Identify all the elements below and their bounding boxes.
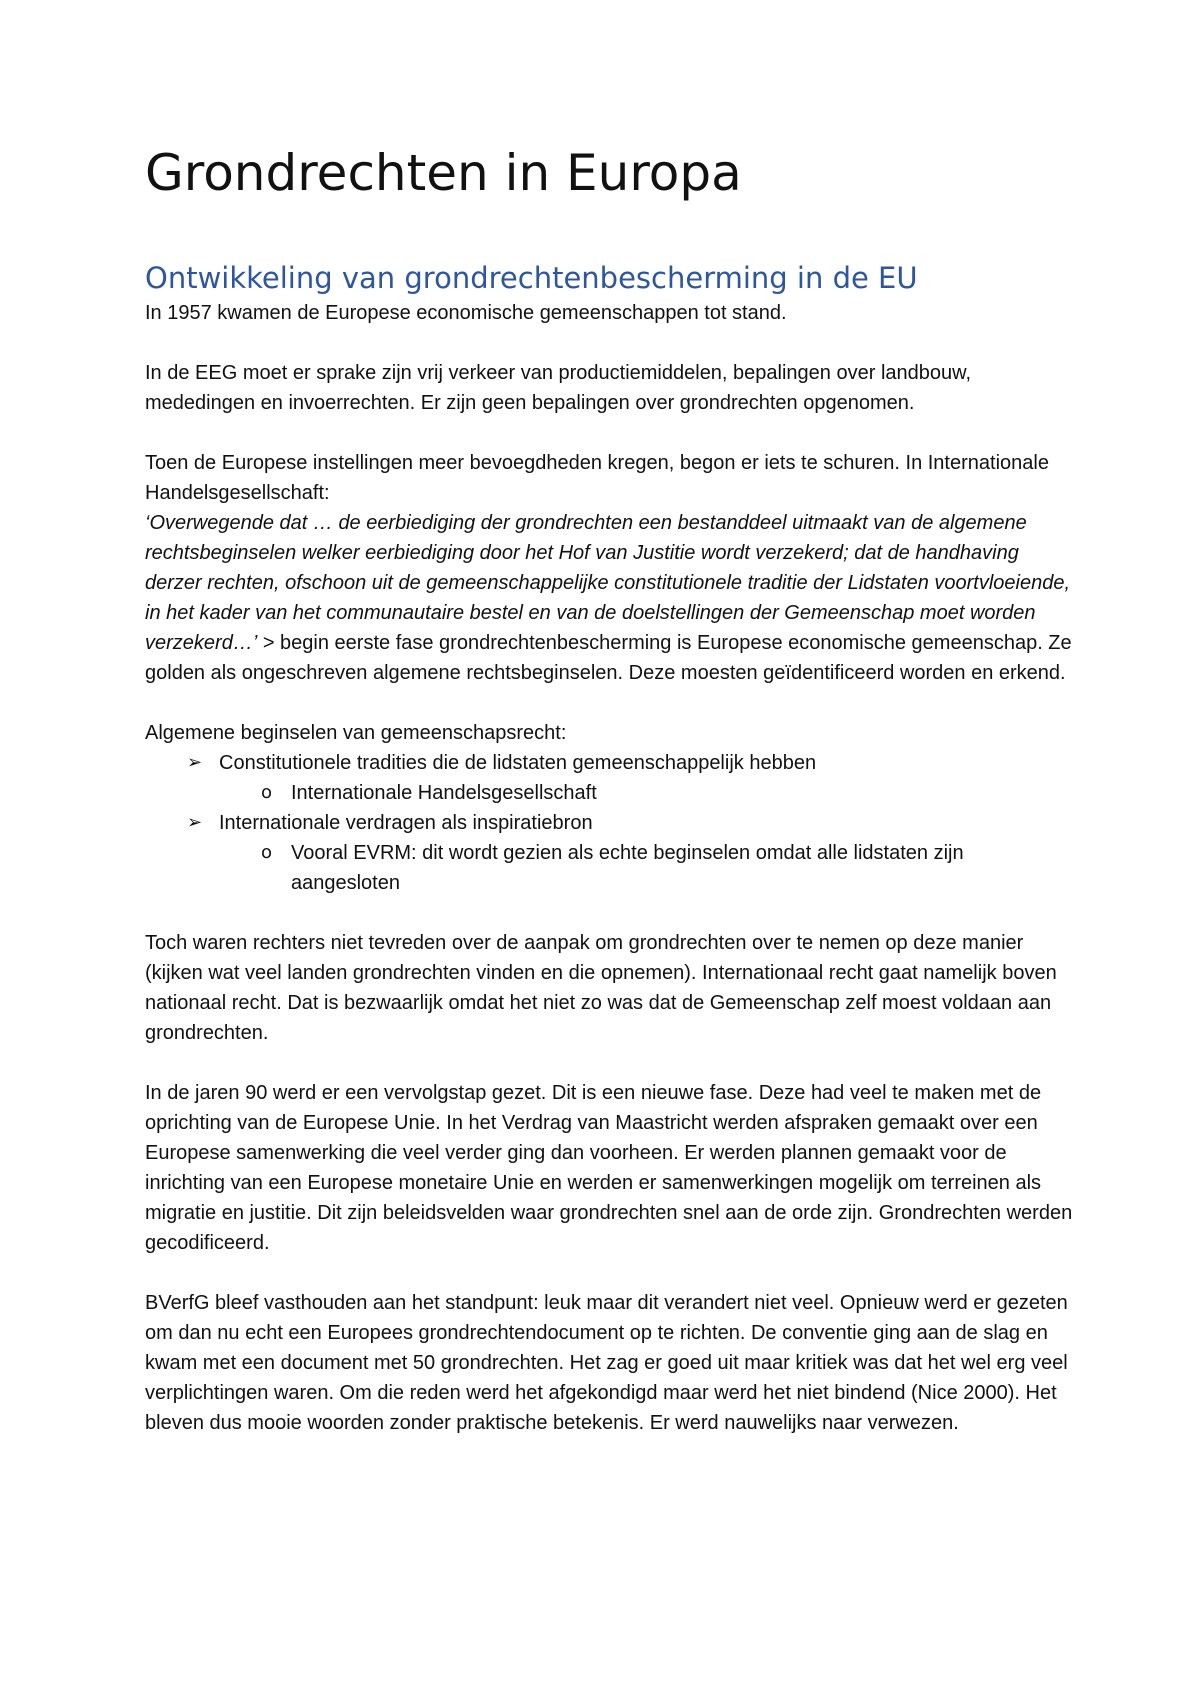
- sub-list-item: [259, 778, 1075, 808]
- circle-bullet-icon: o: [261, 782, 273, 803]
- list-item-text: Constitutionele tradities die de lidstaten gemeenschappelijk hebben: [219, 752, 817, 774]
- paragraph-conclusion-text: > begin eerste fase grondrechtenbescherming is Europese economische gemeenschap. Ze golden als ongeschreven algemene rechtsbeginselen. Deze moesten geïdentificeerd worden en erkend.: [145, 632, 1072, 684]
- sub-list-item-text: Internationale Handelsgesellschaft: [291, 782, 597, 804]
- paragraph-jaren-90: In de jaren 90 werd er een vervolgstap gezet. Dit is een nieuwe fase. Deze had veel te maken met de oprichting van de Europese Unie. In het Verdrag van Maastricht werden afspraken gemaakt over een Europese samenwerking die veel verder ging dan voorheen. Er werden plannen gemaakt voor de inrichting van een Europese monetaire Unie en werden er samenwerkingen mogelijk om terreinen als migratie en justitie. Dit zijn beleidsvelden waar grondrechten snel aan de orde zijn. Grondrechten werden gecodificeerd.: [145, 1082, 1073, 1254]
- document-title: Grondrechten in Europa: [145, 144, 742, 202]
- arrow-bullet-icon: ➢: [187, 812, 203, 833]
- paragraph-eeg: In de EEG moet er sprake zijn vrij verkeer van productiemiddelen, bepalingen over landbouw, mededingen en invoerrechten. Er zijn geen bepalingen over grondrechten opgenomen.: [145, 362, 972, 414]
- paragraph-handelsgesellschaft: [145, 448, 1075, 688]
- paragraph-intro-text: Toen de Europese instellingen meer bevoegdheden kregen, begon er iets te schuren. In Internationale Handelsgesellschaft:: [145, 452, 1049, 504]
- paragraph-bverfg: BVerfG bleef vasthouden aan het standpunt: leuk maar dit verandert niet veel. Opnieuw werd er gezeten om dan nu echt een Europees grondrechtendocument op te richten. De conventie ging aan de slag en kwam met een document met 50 grondrechten. Het zag er goed uit maar kritiek was dat het wel erg veel verplichtingen waren. Om die reden werd het afgekondigd maar werd het niet bindend (Nice 2000). Het bleven dus mooie woorden zonder praktische betekenis. Er werd nauwelijks naar verwezen.: [145, 1292, 1068, 1434]
- list-item-text: Internationale verdragen als inspiratiebron: [219, 812, 593, 834]
- sub-list: [219, 838, 1075, 898]
- paragraph-rechters: Toch waren rechters niet tevreden over de aanpak om grondrechten over te nemen op deze manier (kijken wat veel landen grondrechten vinden en die opnemen). Internationaal recht gaat namelijk boven nationaal recht. Dat is bezwaarlijk omdat het niet zo was dat de Gemeenschap zelf moest voldaan aan grondrechten.: [145, 932, 1057, 1044]
- list-item: [187, 808, 1075, 898]
- paragraph-1957: In 1957 kwamen de Europese economische gemeenschappen tot stand.: [145, 302, 787, 324]
- principles-list: [145, 748, 1075, 898]
- list-item: [187, 748, 1075, 808]
- case-quote: ‘Overwegende dat … de eerbiediging der grondrechten een bestanddeel uitmaakt van de algemene rechtsbeginselen welker eerbiediging door het Hof van Justitie wordt verzekerd; dat de handhaving derzer rechten, ofschoon uit de gemeenschappelijke constitutionele traditie der Lidstaten voortvloeiende, in het kader van het communautaire bestel en van de doelstellingen der Gemeenschap moet worden verzekerd…’: [145, 512, 1071, 654]
- arrow-bullet-icon: ➢: [187, 752, 203, 773]
- sub-list-item: [259, 838, 1075, 898]
- document-body: [145, 140, 1075, 1438]
- list-intro: Algemene beginselen van gemeenschapsrecht:: [145, 722, 567, 744]
- sub-list-item-text: Vooral EVRM: dit wordt gezien als echte beginselen omdat alle lidstaten zijn aangesloten: [291, 842, 964, 894]
- sub-list: [219, 778, 1075, 808]
- section-heading: Ontwikkeling van grondrechtenbescherming in de EU: [145, 261, 918, 295]
- circle-bullet-icon: o: [261, 842, 273, 863]
